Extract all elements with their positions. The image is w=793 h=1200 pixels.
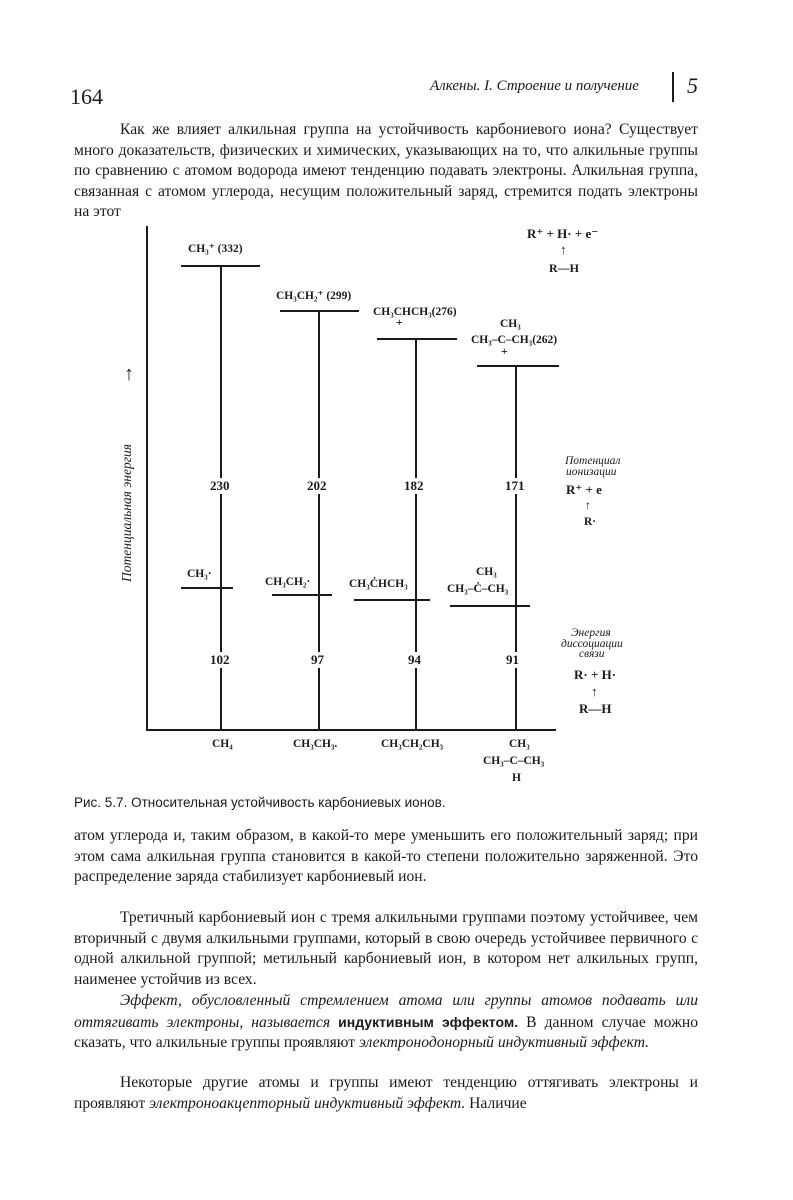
ionization-value-4: 171 xyxy=(505,478,525,493)
running-title: Алкены. I. Строение и получение xyxy=(430,78,639,94)
paragraph-2-text: атом углерода и, таким образом, в какой-то мере уменьшить его положительный заряд; при этом сама алкильная группа становится в какой-то степени положительно заряженной. Это распределение заряда стабилизует карбониевый ион. xyxy=(74,827,698,886)
legend-top-products: R⁺ + H· + e⁻ xyxy=(527,226,599,241)
alkane-label-1: CH₄ xyxy=(212,738,233,750)
cation-top-4: CH₃ xyxy=(500,318,521,330)
y-axis-label: Потенциальная энергия xyxy=(119,444,134,582)
cation-label-1: CH₃⁺ (332) xyxy=(188,243,243,255)
ionization-value-1: 230 xyxy=(210,478,230,493)
cation-charge-4: + xyxy=(501,346,508,358)
legend-ionization-title-2: ионизации xyxy=(566,466,617,478)
cation-charge-3: + xyxy=(396,317,403,329)
alkane-label-4: CH₃–C–CH₃ xyxy=(483,755,545,767)
radical-label-4: CH₃–Ċ–CH₃ xyxy=(447,583,509,595)
legend-dissociation-title-2: диссоциации xyxy=(561,638,623,650)
legend-ionization-products: R⁺ + e xyxy=(566,482,602,497)
term-electron-donating-effect: электронодонорный индуктивный эффект. xyxy=(358,1034,650,1052)
radical-level-2 xyxy=(272,594,332,596)
cation-label-3: CH₃CHCH₃(276) xyxy=(373,306,457,318)
legend-dissociation-products: R· + H· xyxy=(574,667,617,682)
dissociation-value-1: 102 xyxy=(210,652,230,667)
paragraph-3-text: Третичный карбониевый ион с тремя алкильными группами поэтому устойчивее, чем вторичный с двумя алкильными группами, который в свою очередь устойчивее первичного с одной алкильной группой; метильный карбониевый ион, в котором нет алкильных групп, наименее устойчив из всех. xyxy=(74,909,698,988)
alkane-label-3: CH₃CH₂CH₃ xyxy=(381,738,444,750)
legend-dissociation-title-3: связи xyxy=(579,648,605,660)
paragraph-2 xyxy=(74,826,698,888)
radical-label-3: CH₃ĊHCH₃ xyxy=(349,578,408,590)
dissociation-value-2: 97 xyxy=(311,652,324,667)
radical-level-1 xyxy=(181,587,233,589)
cation-level-4 xyxy=(477,365,559,367)
legend-dissociation-reactant: R—H xyxy=(579,701,612,716)
paragraph-4-text: В данном случае можно сказать, что алкильные группы проявляют xyxy=(74,1013,698,1052)
legend-top-arrow-icon: ↑ xyxy=(560,242,567,257)
cation-level-3 xyxy=(377,338,457,340)
paragraph-4-italic-definition: Эффект, обусловленный стремлением атома или группы атомов подавать или оттягивать электроны, называется xyxy=(74,992,698,1031)
cation-label-2: CH₃CH₂⁺ (299) xyxy=(276,290,352,302)
paragraph-1 xyxy=(74,120,698,223)
y-axis-arrow-icon: ↑ xyxy=(124,363,134,385)
legend-dissociation-title-1: Энергия xyxy=(571,627,611,639)
column-line-4 xyxy=(515,365,517,729)
alkane-label-2: CH₃CH₃. xyxy=(293,738,338,750)
ionization-value-3: 182 xyxy=(404,478,424,493)
ionization-value-2: 202 xyxy=(307,478,327,493)
paragraph-5-text-b: Наличие xyxy=(469,1094,527,1112)
column-line-3 xyxy=(415,338,417,729)
radical-label-2: CH₃CH₂· xyxy=(265,576,311,588)
term-electron-withdrawing-effect: электроноакцепторный индуктивный эффект. xyxy=(149,1094,466,1112)
dissociation-value-3: 94 xyxy=(408,652,421,667)
page-number: 164 xyxy=(70,84,103,109)
radical-top-4: CH₃ xyxy=(476,566,497,578)
paragraph-5 xyxy=(74,1073,698,1114)
term-inductive-effect: индуктивным эффектом. xyxy=(338,1013,519,1030)
paragraph-4 xyxy=(74,991,698,1054)
alkane-top-4: CH₃ xyxy=(509,738,530,750)
legend-dissociation-arrow-icon: ↑ xyxy=(591,684,598,699)
legend-top-reactant: R—H xyxy=(549,261,579,275)
radical-label-1: CH₃· xyxy=(187,568,212,580)
paragraph-5-text-a: Некоторые другие атомы и группы имеют тенденцию оттягивать электроны и проявляют xyxy=(74,1074,698,1112)
alkane-bottom-4: H xyxy=(512,772,521,784)
radical-level-3 xyxy=(354,599,430,601)
legend-ionization-reactant: R· xyxy=(584,516,597,528)
y-axis xyxy=(146,226,148,730)
paragraph-1-text: Как же влияет алкильная группа на устойчивость карбониевого иона? Существует много доказательств, физических и химических, указывающих на то, что алкильные группы по сравнению с атомом водорода имеют тенденцию подавать электроны. Алкильная группа, связанная с атомом углерода, несущим положительный заряд, стремится подать электроны на этот xyxy=(74,121,698,221)
figure-caption: Рис. 5.7. Относительная устойчивость карбониевых ионов. xyxy=(74,795,446,810)
cation-label-4: CH₃–C–CH₃(262) xyxy=(471,334,558,346)
legend-ionization-title-1: Потенциал xyxy=(565,455,621,467)
header-divider xyxy=(672,72,674,102)
dissociation-value-4: 91 xyxy=(506,652,519,667)
legend-ionization-arrow-icon: ↑ xyxy=(585,500,591,512)
paragraph-3 xyxy=(74,908,698,990)
chapter-number: 5 xyxy=(687,73,698,98)
x-axis xyxy=(146,729,556,731)
radical-level-4 xyxy=(450,605,530,607)
